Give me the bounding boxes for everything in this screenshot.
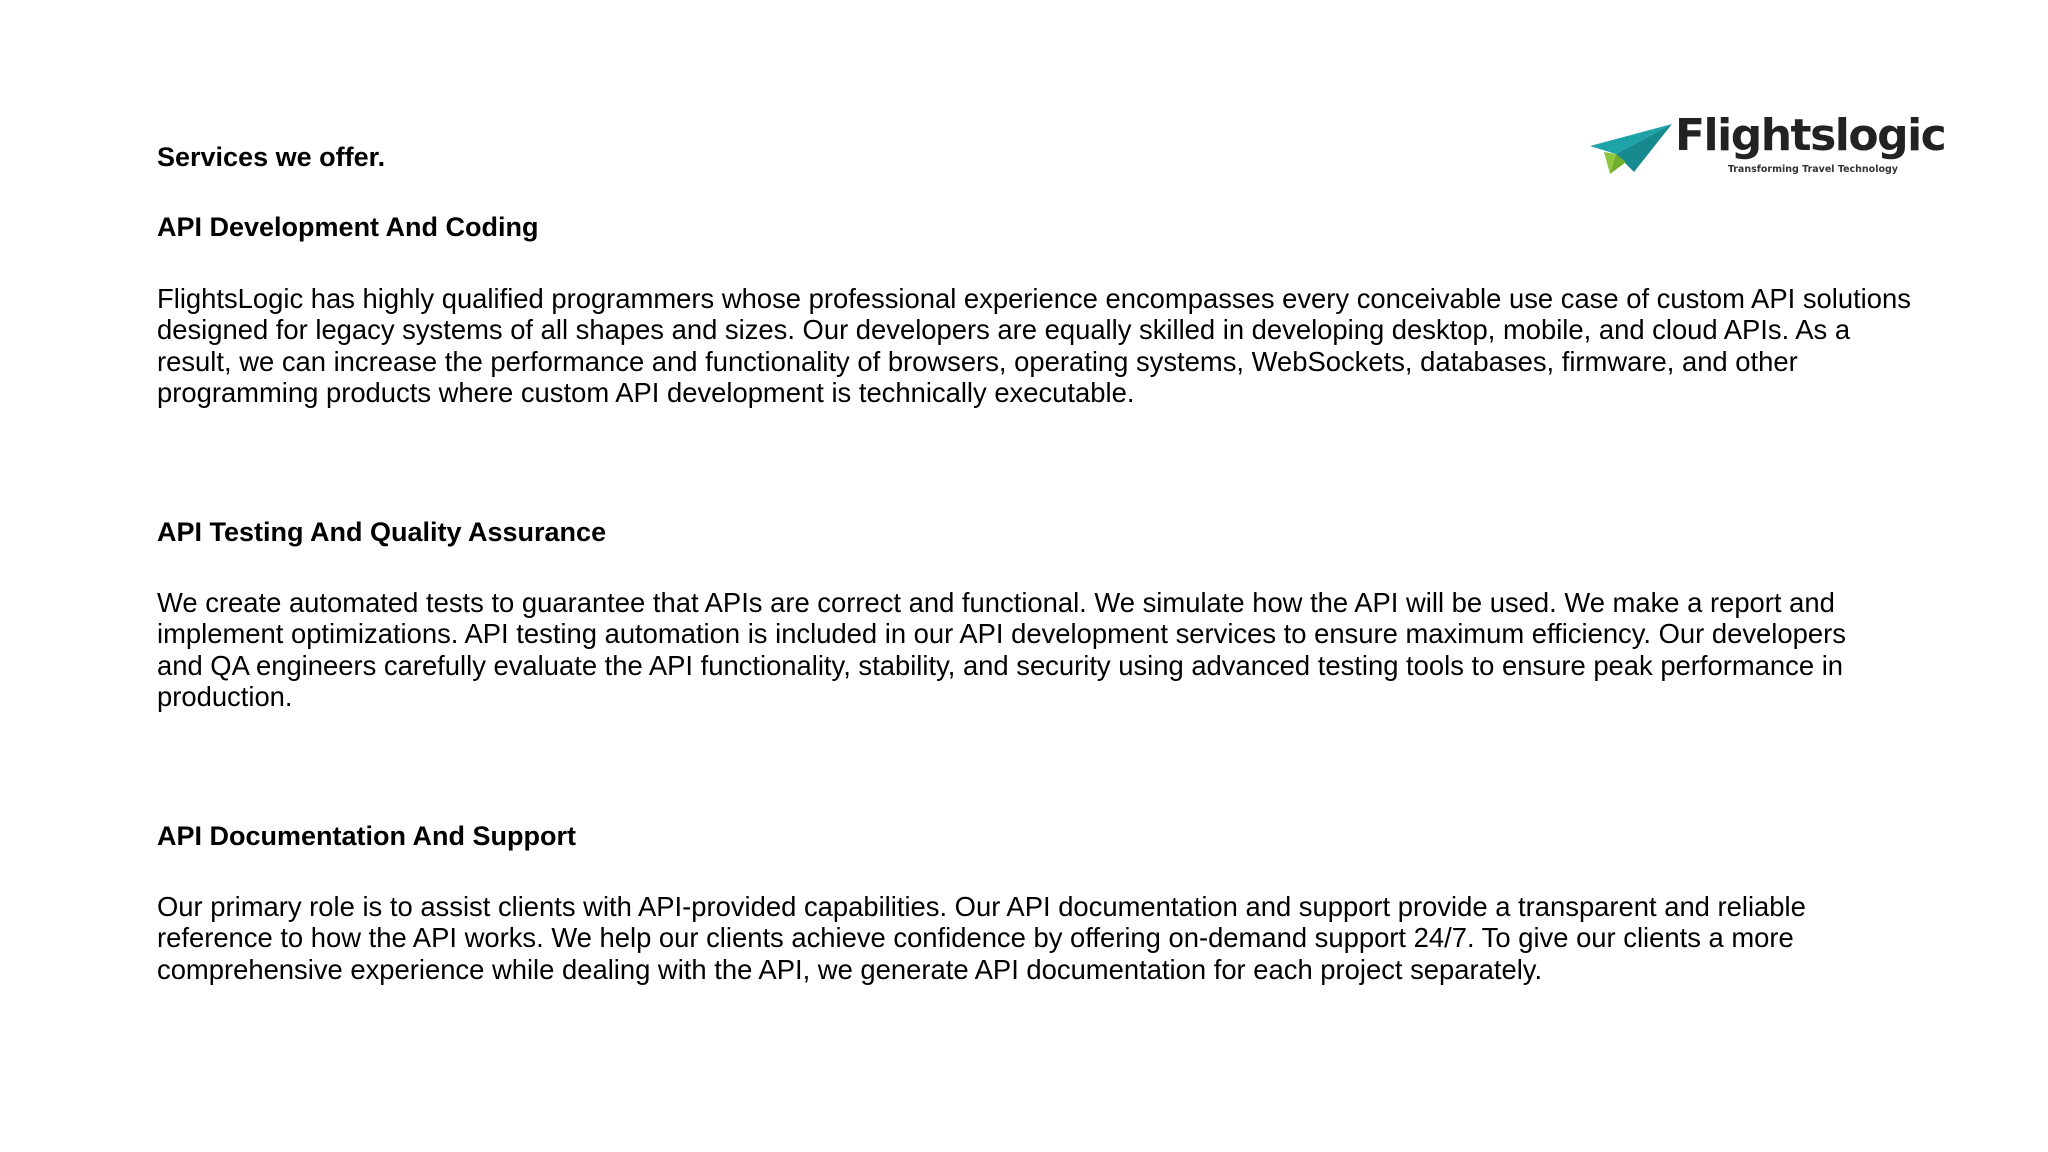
logo-tagline: Transforming Travel Technology (1727, 164, 1898, 175)
paragraph-line: implement optimizations. API testing automation is included in our API development services to ensure maximum efficiency. Our developers (157, 618, 1846, 650)
paragraph-line: production. (157, 681, 293, 713)
flightslogic-logo (1590, 110, 1946, 180)
section-heading-testing: API Testing And Quality Assurance (157, 517, 607, 547)
section-body-development (157, 283, 1917, 409)
page-title: Services we offer. (157, 142, 386, 172)
section-heading-development: API Development And Coding (157, 212, 539, 242)
section-body-testing (157, 587, 1917, 713)
logo-wordmark: Flightslogic (1675, 110, 1946, 161)
section-heading-documentation: API Documentation And Support (157, 821, 576, 851)
paragraph-line: programming products where custom API development is technically executable. (157, 377, 1135, 409)
paragraph-line: We create automated tests to guarantee that APIs are correct and functional. We simulate how the API will be used. We make a report and (157, 587, 1835, 618)
paragraph-line: and QA engineers carefully evaluate the API functionality, stability, and security using advanced testing tools to ensure peak performance in (157, 649, 1844, 681)
paragraph-line: Our primary role is to assist clients with API-provided capabilities. Our API documentation and support provide a transparent and reliable (157, 891, 1806, 922)
paper-plane-logo-icon (1590, 120, 1672, 180)
paragraph-line: reference to how the API works. We help our clients achieve confidence by offering on-demand support 24/7. To give our clients a more (157, 922, 1794, 954)
section-body-documentation (157, 891, 1917, 985)
paragraph-line: result, we can increase the performance and functionality of browsers, operating systems, WebSockets, databases, firmware, and other (157, 345, 1798, 377)
paragraph-line: designed for legacy systems of all shapes and sizes. Our developers are equally skilled in developing desktop, mobile, and cloud APIs. As a (157, 314, 1851, 346)
paragraph-line: comprehensive experience while dealing with the API, we generate API documentation for each project separately. (157, 953, 1543, 985)
paragraph-line: FlightsLogic has highly qualified programmers whose professional experience encompasses every conceivable use case of custom API solutions (157, 283, 1911, 314)
